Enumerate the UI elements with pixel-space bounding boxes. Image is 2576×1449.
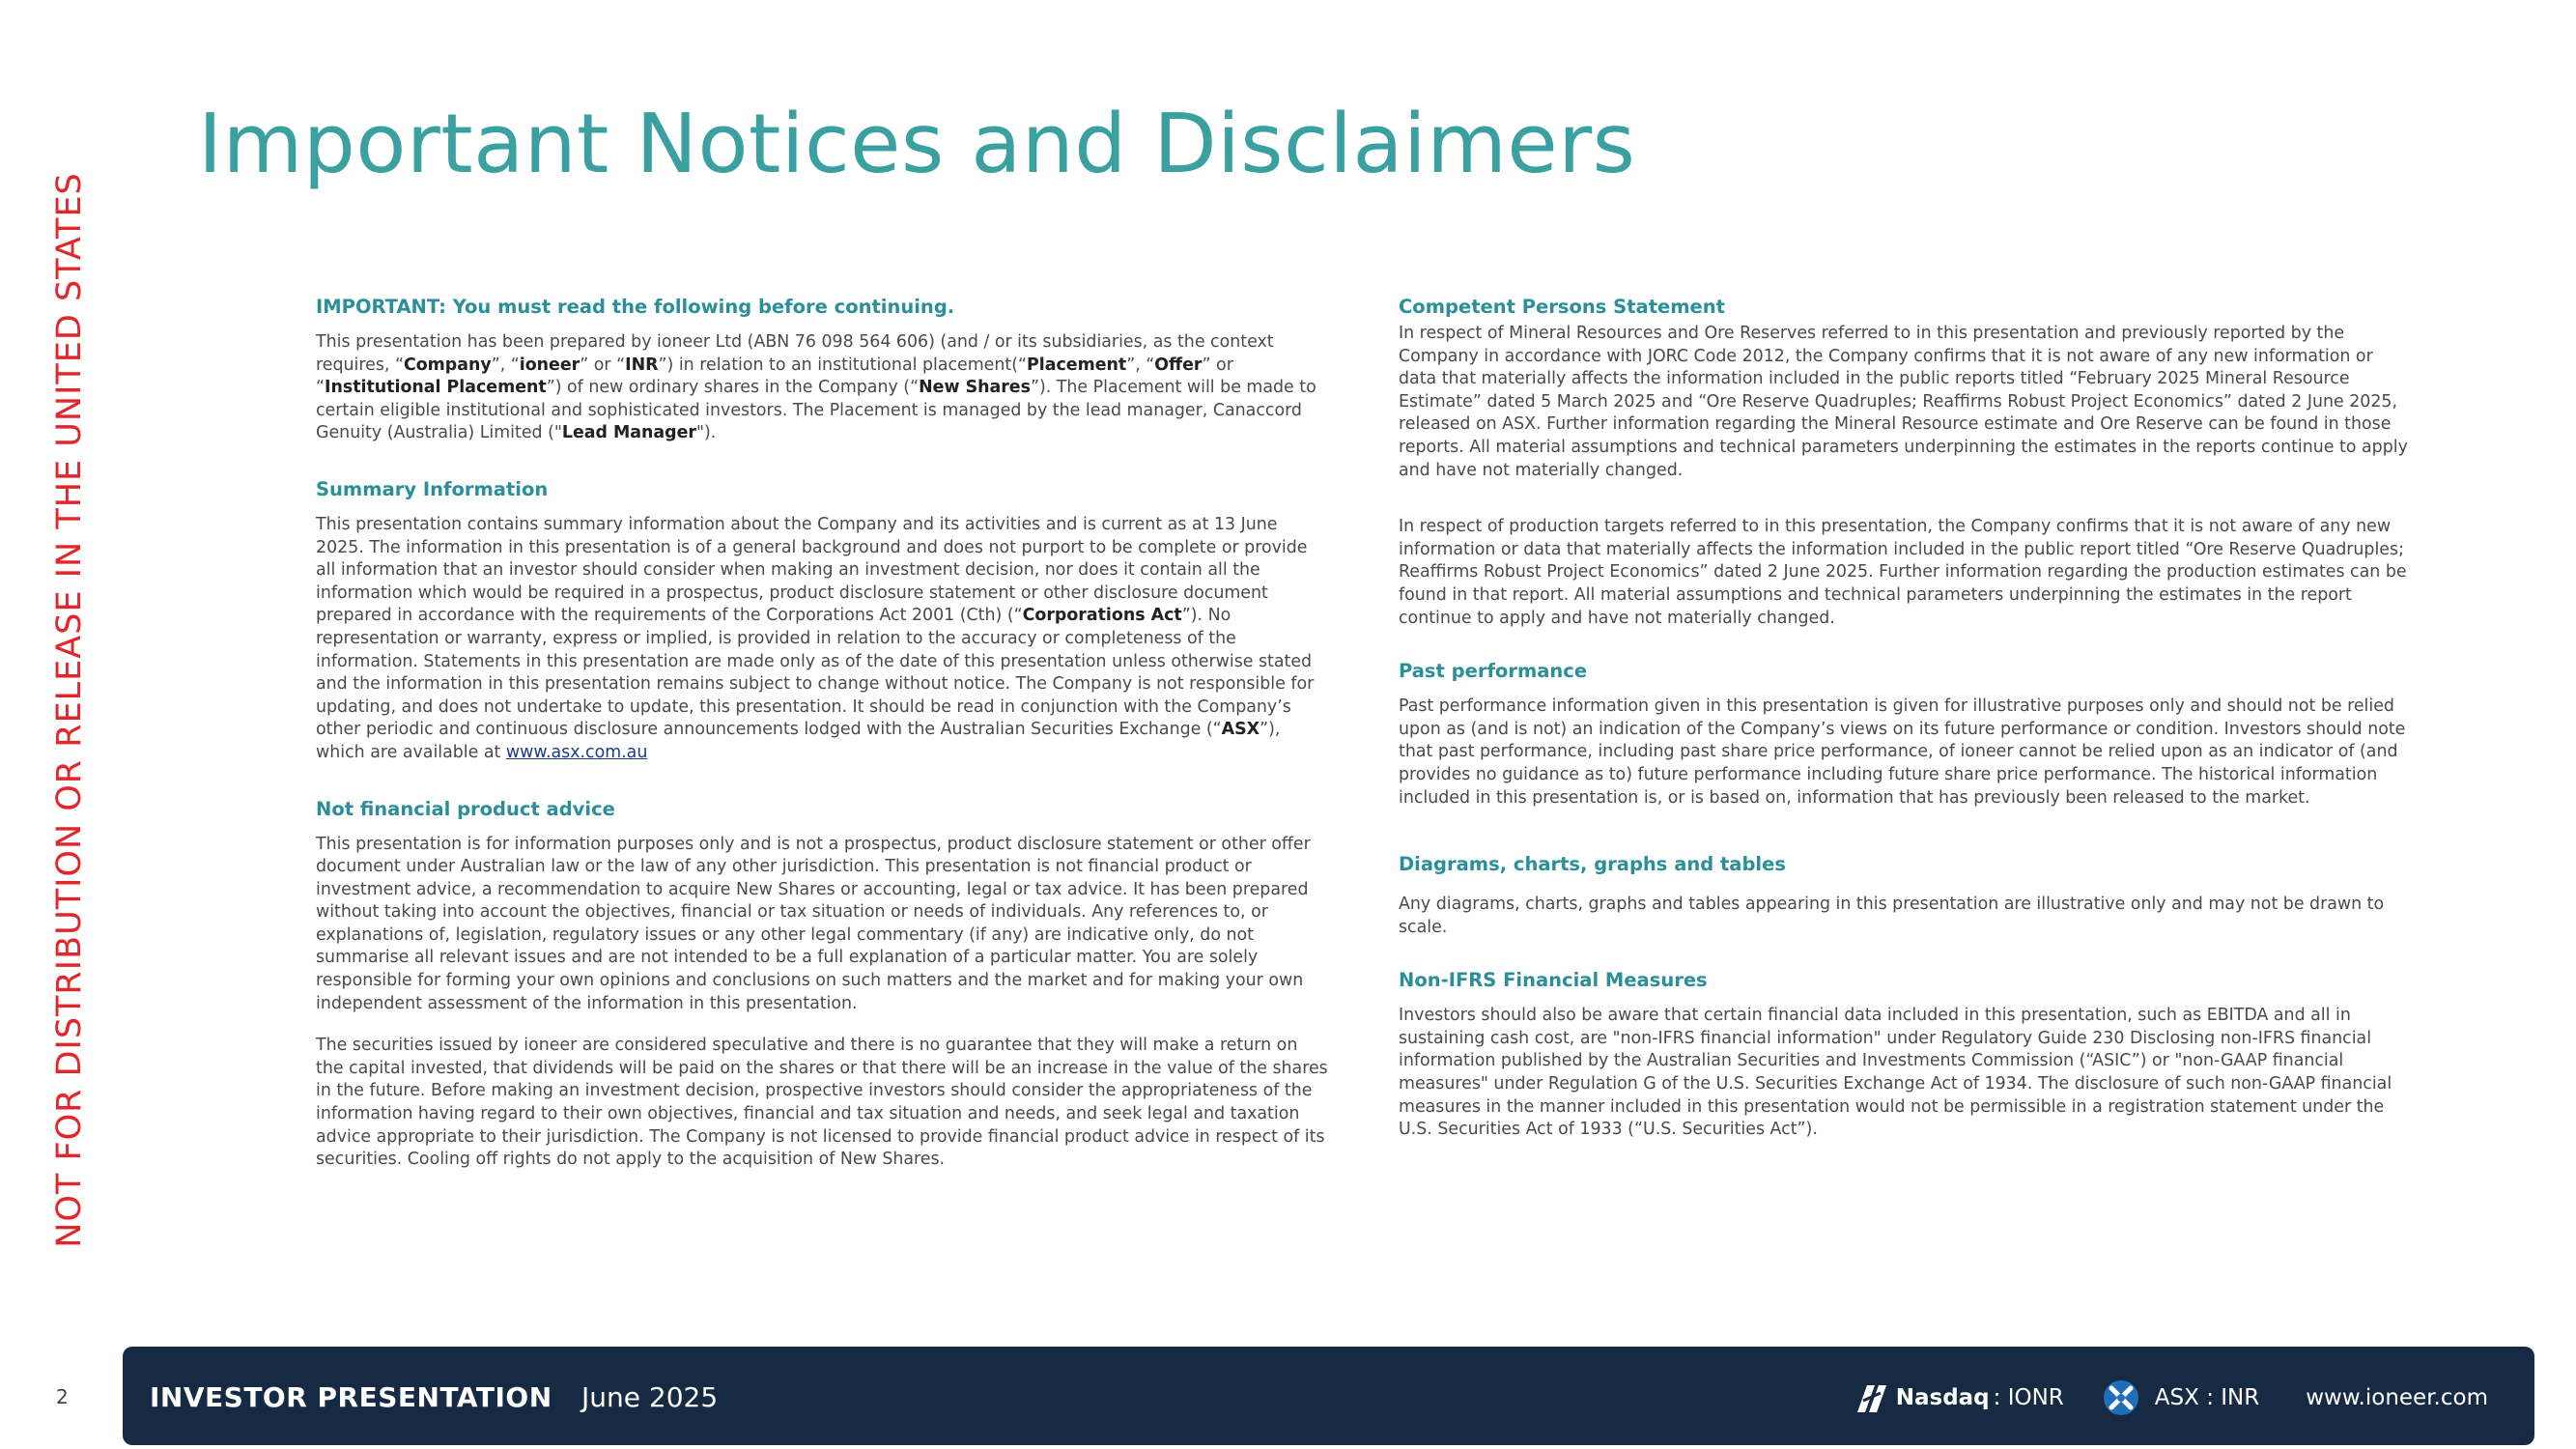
non-ifrs-paragraph: Investors should also be aware that certain financial data included in this presentation, such as EBITDA and all in sustaining cash cost, are "non-IFRS financial information" under Regulatory Guide 230 Disclosing non-IFRS financial information published by the Australian Securities and Investments Commission (“ASIC”) or "non-GAAP financial measures" under Regulation G of the U.S. Securities Exchange Act of 1934. The disclosure of such non-GAAP financial measures in the manner included in this presentation would not be permissible in a registration statement under the U.S. Securities Act of 1933 (“U.S. Securities Act”). — [1399, 1006, 2392, 1140]
advice-heading: Not financial product advice — [316, 797, 615, 820]
footer-tickers — [1855, 1379, 2488, 1416]
diagrams-heading: Diagrams, charts, graphs and tables — [1399, 853, 1786, 876]
footer-date: June 2025 — [581, 1381, 719, 1413]
page-title: Important Notices and Disclaimers — [198, 97, 1636, 192]
nasdaq-listing — [1855, 1381, 2064, 1414]
past-performance-heading: Past performance — [1399, 660, 1588, 683]
advice-paragraph-2: The securities issued by ioneer are considered speculative and there is no guarantee that they will make a return on the capital invested, that dividends will be paid on the shares or that there will be an increase in the value of the shares in the future. Before making an investment decision, prospective investors should consider the appropriateness of the information having regard to their own objectives, financial and tax situation and needs, and seek legal and taxation advice appropriate to their jurisdiction. The Company is not licensed to provide financial product advice in respect of its securities. Cooling off rights do not apply to the acquisition of New Shares. — [316, 1036, 1328, 1170]
competent-heading: Competent Persons Statement — [1399, 296, 1725, 318]
advice-paragraph-1: This presentation is for information purposes only and is not a prospectus, product disclosure statement or other offer document under Australian law or the law of any other jurisdiction. This presentation is not financial product or investment advice, a recommendation to acquire New Shares or accounting, legal or tax advice. It has been prepared without taking into account the objectives, financial or tax situation or needs of individuals. Any references to, or explanations of, legislation, regulatory issues or any other legal commentary (if any) are indicative only, do not summarise all relevant issues and are not intended to be a full explanation of a particular matter. You are solely responsible for forming your own opinions and conclusions on such matters and the market and for making your own independent assessment of the information in this presentation. — [316, 834, 1311, 1013]
asx-ticker: ASX : INR — [2154, 1385, 2260, 1410]
nasdaq-ticker: : IONR — [1993, 1385, 2064, 1410]
asx-listing — [2103, 1379, 2259, 1416]
summary-paragraph: This presentation contains summary information about the Company and its activities and is current as at 13 June 2025. The information in this presentation is of a general background and does not purport to be complete or provide all information that an investor should consider when making an investment decision, nor does it contain all the information which would be required in a prospectus, product disclosure statement or other disclosure document prepared in accordance with the requirements of the Corporations Act 2001 (Cth) (“Corporations Act”). No representation or warranty, express or implied, is provided in relation to the accuracy or completeness of the information. Statements in this presentation are made only as of the date of this presentation unless otherwise stated and the information in this presentation remains subject to change without notice. The Company is not responsible for updating, and does not undertake to update, this presentation. It should be read in conjunction with the Company’s other periodic and continuous disclosure announcements lodged with the Australian Securities Exchange (“ASX”), which are available at www.asx.com.au — [316, 514, 1315, 762]
important-paragraph: This presentation has been prepared by ioneer Ltd (ABN 76 098 564 606) (and / or its subsidiaries, as the context requires, “Company”, “ioneer” or “INR”) in relation to an institutional placement(“Placement”, “Offer” or “Institutional Placement”) of new ordinary shares in the Company (“New Shares”). The Placement will be made to certain eligible institutional and sophisticated investors. The Placement is managed by the lead manager, Canaccord Genuity (Australia) Limited ("Lead Manager"). — [316, 332, 1316, 443]
asx-logo-icon — [2103, 1379, 2139, 1416]
summary-heading: Summary Information — [316, 477, 549, 500]
competent-paragraph-2: In respect of production targets referred to in this presentation, the Company confirms that it is not aware of any new information or data that materially affects the information included in the public report titled “Ore Reserve Quadruples; Reaffirms Robust Project Economics” dated 2 June 2025. Further information regarding the production estimates can be found in that report. All material assumptions and technical parameters underpinning the estimates in the report continue to apply and have not materially changed. — [1399, 517, 2407, 628]
diagrams-paragraph: Any diagrams, charts, graphs and tables appearing in this presentation are illustrative only and may not be drawn to scale. — [1399, 895, 2385, 937]
distribution-restriction-banner: NOT FOR DISTRIBUTION OR RELEASE IN THE UNITED STATES — [50, 172, 89, 1248]
right-column — [1399, 295, 2413, 1142]
important-heading: IMPORTANT: You must read the following before continuing. — [316, 296, 955, 318]
nasdaq-logo-icon — [1855, 1381, 1890, 1414]
footer-title: INVESTOR PRESENTATION — [150, 1381, 552, 1413]
competent-paragraph-1: In respect of Mineral Resources and Ore Reserves referred to in this presentation and previously reported by the Company in accordance with JORC Code 2012, the Company confirms that it is not aware of any new information or data that materially affects the information included in the public reports titled “February 2025 Mineral Resource Estimate” dated 5 March 2025 and “Ore Reserve Quadruples; Reaffirms Robust Project Economics” dated 2 June 2025, released on ASX. Further information regarding the Mineral Resource estimate and Ore Reserve can be found in those reports. All material assumptions and technical parameters underpinning the estimates in the reports continue to apply and have not materially changed. — [1399, 324, 2408, 480]
past-performance-paragraph: Past performance information given in this presentation is given for illustrative purposes only and should not be relied upon as (and is not) an indication of the Company’s views on its future performance or condition. Investors should note that past performance, including past share price performance, of ioneer cannot be relied upon as an indicator of (and provides no guidance as to) future performance including future share price performance. The historical information included in this presentation is, or is based on, information that has previously been released to the market. — [1399, 696, 2406, 808]
left-column — [316, 295, 1330, 1172]
footer-bar — [123, 1347, 2534, 1445]
website-link[interactable]: www.ioneer.com — [2306, 1385, 2488, 1410]
asx-website-link[interactable]: www.asx.com.au — [505, 742, 648, 762]
page-number: 2 — [56, 1385, 69, 1408]
nasdaq-wordmark: Nasdaq — [1895, 1385, 1990, 1410]
non-ifrs-heading: Non-IFRS Financial Measures — [1399, 969, 1708, 992]
